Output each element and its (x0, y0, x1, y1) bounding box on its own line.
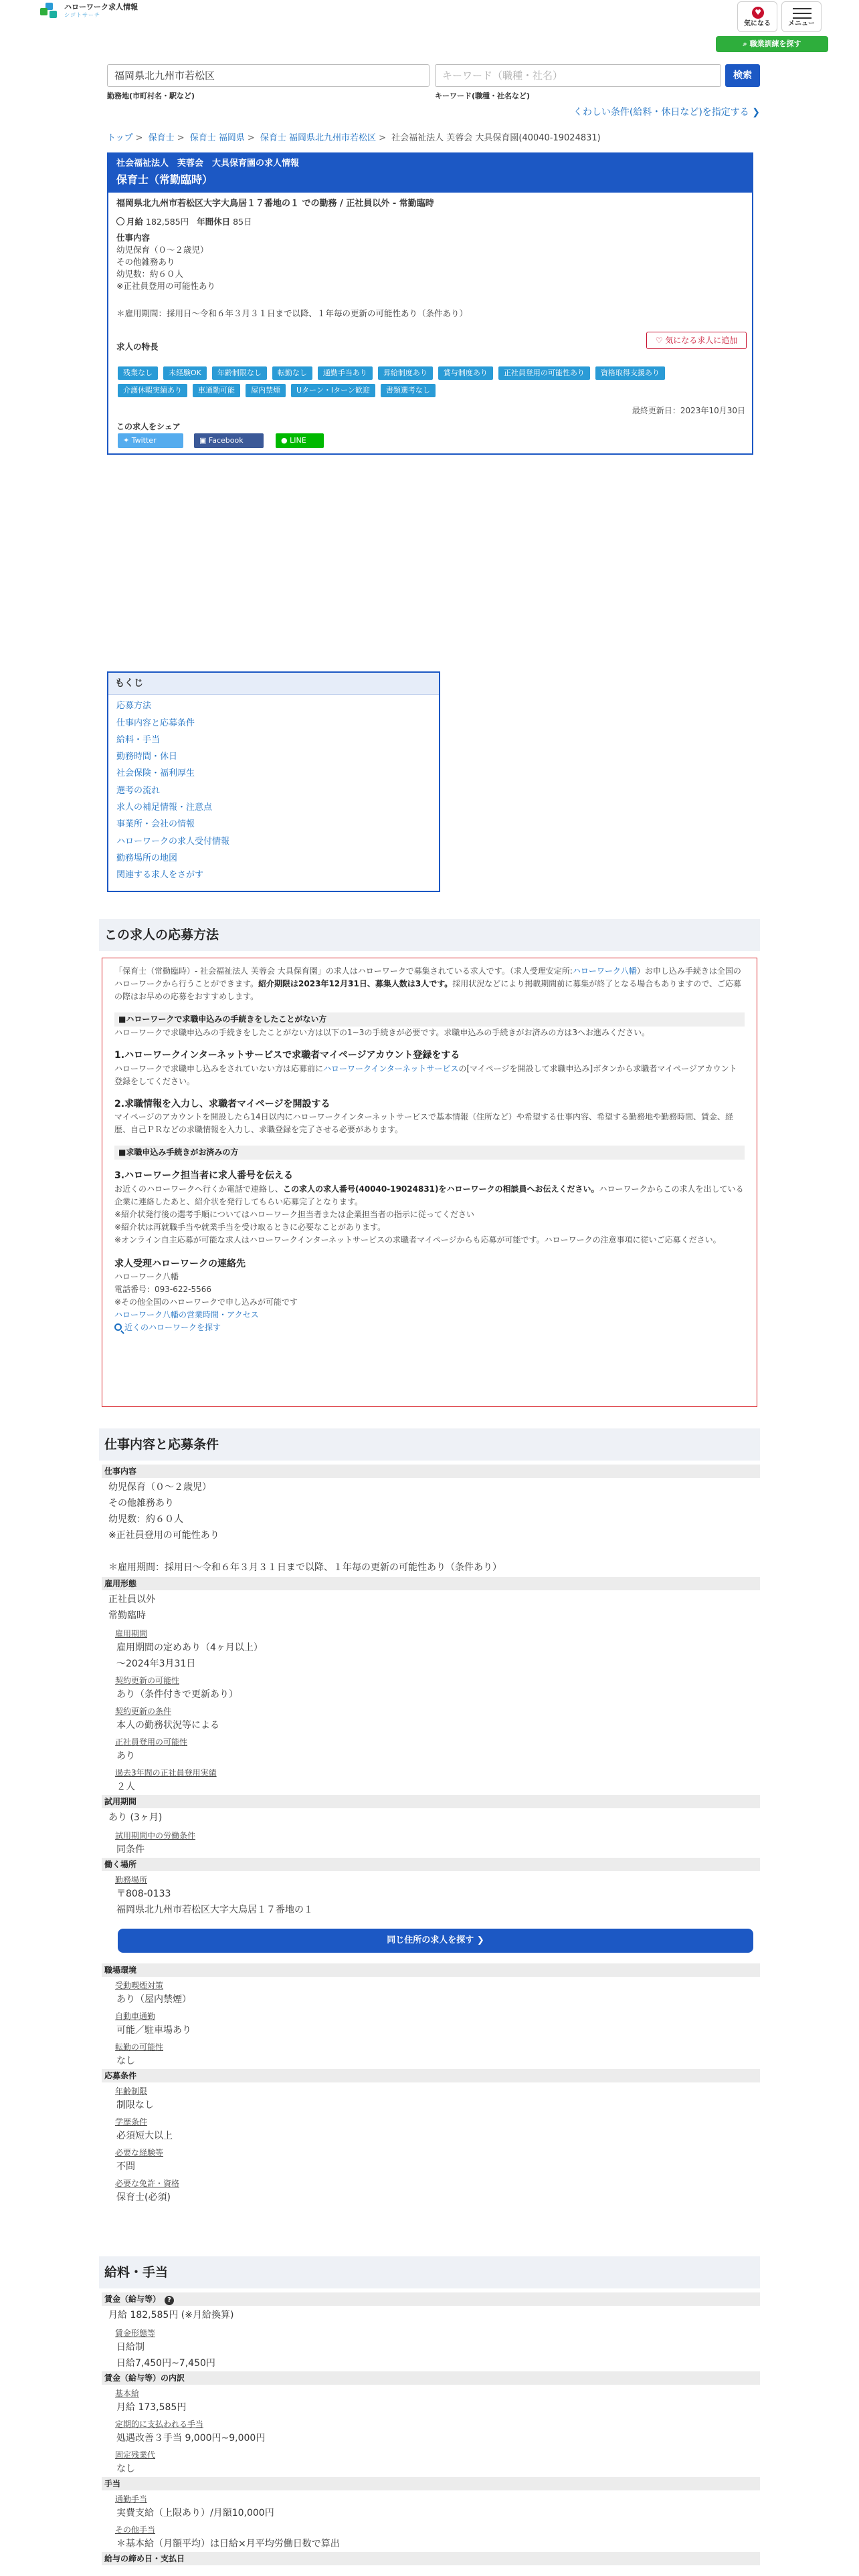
salary-holiday-row (116, 216, 744, 228)
feature-tag[interactable]: 通勤手当あり (318, 366, 373, 380)
keyword-help: キーワード(職種・社名など) (435, 92, 531, 100)
step2-text: マイページのアカウントを開設したら14日以内にハローワークインターネットサービスで基本情報（住所など）や希望する仕事内容、希望する勤務地や勤務時間、賃金、経歴、自己ＰＲなどの求職情報を入力し、求職登録を完了させる必要があります。 (114, 1111, 733, 1134)
conditions-details (102, 1465, 760, 2206)
line-icon: ● (281, 436, 290, 445)
job-title: 保育士（常勤臨時） (116, 173, 213, 186)
hellowork-yahata-link[interactable]: ハローワーク八幡 (572, 966, 637, 976)
share-facebook-label: Facebook (208, 436, 244, 445)
internet-service-link[interactable]: ハローワークインターネットサービス (323, 1063, 459, 1073)
step3-note: ※紹介状発行後の選考手順についてはハローワーク担当者または企業担当者の指示に従ってください (114, 1209, 474, 1219)
share-line-button[interactable] (276, 433, 324, 448)
share-line-label: LINE (290, 436, 306, 445)
location-help: 勤務地(市町村名・駅など) (107, 92, 195, 100)
work-content-value: 幼児保育（０～２歳児） その他雑務あり 幼児数：約６０人 ※正社員登用の可能性あり ＊雇用期間：採用日～令和６年３月３１日まで以降、１年毎の更新の可能性あり（条件あり） (108, 1482, 502, 1573)
salary-details (102, 2292, 760, 2565)
last-updated: 最終更新日：2023年10月30日 (632, 406, 745, 415)
registered-applicant-heading: ■求職申込み手続きがお済みの方 (114, 1146, 745, 1160)
breadcrumb-current: 社会福祉法人 芙蓉会 大具保育園(40040-19024831) (391, 133, 601, 143)
new-applicant-text: ハローワークで求職申込みの手続きをしたことがない方は以下の1~3の手続きが必要です。求職申込みの手続きがお済みの方は3へお進みください。 (114, 1028, 650, 1038)
toc-item[interactable]: 関連する求人をさがす (116, 870, 204, 881)
search-button[interactable]: 検索 (725, 64, 760, 87)
site-header (0, 0, 859, 60)
detailed-conditions-label: くわしい条件(給料・休日など)を指定する (573, 107, 749, 118)
environment-subitems: 受動喫煙対策 あり（屋内禁煙） 自動車通勤 可能／駐車場あり 転勤の可能性 なし (115, 1981, 191, 2066)
workplace-subitems: 勤務場所 〒808-0133 福岡県北九州市若松区大字大鳥居１７番地の１ (115, 1875, 313, 1915)
allowance-subitems: 通勤手当 実費支給（上限あり）/月額10,000円 その他手当 ＊基本給（月額平均）は日給×月平均労働日数で算出 (115, 2494, 340, 2549)
feature-tag[interactable]: 正社員登用の可能性あり (498, 366, 590, 380)
feature-tag[interactable]: 年齢制限なし (212, 366, 267, 380)
apply-method-box (102, 958, 757, 1407)
toc-item[interactable]: ハローワークの求人受付情報 (116, 836, 230, 847)
search-icon (114, 1323, 122, 1331)
table-of-contents (107, 671, 440, 892)
feature-tag[interactable]: 昇給制度あり (378, 366, 433, 380)
conditions-section-heading: 仕事内容と応募条件 (99, 1428, 760, 1461)
workplace-heading: 働く場所 (102, 1858, 760, 1871)
contact-heading: 求人受理ハローワークの連絡先 (114, 1258, 246, 1269)
employment-type-value: 正社員以外 常勤臨時 (108, 1594, 155, 1621)
toc-item[interactable]: 応募方法 (116, 701, 152, 712)
toc-item[interactable]: 社会保険・福利厚生 (116, 768, 195, 779)
employment-note: ＊雇用期間：採用日～令和６年３月３１日まで以降、１年毎の更新の可能性あり（条件あり） (116, 308, 468, 318)
toc-title: もくじ (108, 673, 439, 695)
same-address-jobs-button[interactable] (118, 1929, 753, 1953)
same-address-jobs-label: 同じ住所の求人を探す (387, 1935, 474, 1945)
contact-note: ※その他全国のハローワークで申し込みが可能です (114, 1297, 298, 1307)
step1-heading: 1.ハローワークインターネットサービスで求職者マイページアカウント登録をする (114, 1050, 460, 1061)
feature-tag[interactable]: 車通勤可能 (193, 384, 240, 397)
requirements-heading: 応募条件 (102, 2069, 760, 2082)
heart-icon: ♥ (752, 7, 764, 19)
apply-section-heading: この求人の応募方法 (99, 919, 760, 951)
add-to-favorites-button[interactable] (646, 332, 747, 349)
employment-subitems: 雇用期間 雇用期間の定めあり（4ヶ月以上） ～2024年3月31日 契約更新の可能性 あり（条件付きで更新あり） 契約更新の条件 本人の勤務状況等による 正社員登用の可能性 あり 過去3年間の正社員登用実績 ２人 (115, 1629, 263, 1792)
wage-value: 月給 182,585円 (※月給換算) (108, 2310, 234, 2321)
new-applicant-heading: ■ハローワークで求職申込みの手続きをしたことがない方 (114, 1012, 745, 1027)
salary-section-heading: 給料・手当 (99, 2256, 760, 2288)
feature-tag[interactable]: 転勤なし (272, 366, 312, 380)
feature-tag[interactable]: 残業なし (118, 366, 158, 380)
wage-heading: 賃金（給与等） ? (102, 2292, 760, 2306)
detailed-conditions-link[interactable] (542, 106, 760, 119)
requirements-subitems: 年齢制限 制限なし 学歴条件 必須短大以上 必要な経験等 不問 必要な免許・資格 保育士(必須) (115, 2086, 180, 2203)
keyword-input[interactable]: キーワード（職種・社名） (435, 64, 721, 87)
feature-tag[interactable]: 賞与制度あり (438, 366, 493, 380)
pay-date-heading: 給与の締め日・支払日 (102, 2552, 760, 2565)
toc-item[interactable]: 求人の補足情報・注意点 (116, 802, 213, 813)
trial-subitems: 試用期間中の労働条件 同条件 (115, 1831, 196, 1855)
logo-icon (40, 3, 60, 20)
wage-subitems: 賃金形態等 日給制 日給7,450円~7,450円 (115, 2329, 215, 2369)
find-nearby-hellowork-link[interactable]: 近くのハローワークを探す (114, 1323, 221, 1332)
job-location-line: 福岡県北九州市若松区大字大鳥居１７番地の１ での勤務 / 正社員以外 - 常勤臨時 (116, 199, 434, 209)
feature-tag[interactable]: 資格取得支援あり (595, 366, 665, 380)
step2-heading: 2.求職情報を入力し、求職者マイページを開設する (114, 1098, 330, 1109)
wage-breakdown-heading: 賃金（給与等）の内訳 (102, 2371, 760, 2385)
job-card-header (108, 154, 752, 193)
site-title: ハローワーク求人情報 (64, 3, 138, 11)
site-logo[interactable] (40, 3, 138, 20)
toc-item[interactable]: 勤務場所の地図 (116, 853, 178, 863)
location-input[interactable]: 福岡県北九州市若松区 (107, 64, 430, 87)
employment-type-heading: 雇用形態 (102, 1577, 760, 1590)
step1-text: ハローワークで求職申し込みをされていない方は応募前にハローワークインターネットサービスの[マイページを開設して求職申込み]ボタンから求職者マイページアカウント登録をしてください。 (114, 1063, 737, 1086)
heart-outline-icon: ♡ (655, 336, 663, 345)
salary-label: 月給 (126, 216, 144, 227)
work-line: 幼児保育（０～２歳児） (116, 245, 209, 255)
feature-tag[interactable]: 介護休暇実績あり (118, 384, 187, 397)
feature-tag[interactable]: Uターン・Iターン歓迎 (291, 384, 375, 397)
work-content-label: 仕事内容 (116, 232, 151, 243)
step3-heading: 3.ハローワーク担当者に求人番号を伝える (114, 1170, 294, 1182)
toc-item[interactable]: 勤務時間・休日 (116, 752, 178, 762)
menu-button[interactable] (781, 1, 822, 32)
features-label: 求人の特長 (116, 341, 159, 352)
share-facebook-button[interactable] (194, 433, 264, 448)
favorites-label: 気になる (744, 19, 771, 27)
share-label: この求人をシェア (116, 422, 181, 431)
chevron-right-icon: ❯ (476, 1935, 484, 1945)
trial-period-heading: 試用期間 (102, 1795, 760, 1808)
company-name: 社会福祉法人 芙蓉会 大具保育園の求人情報 (116, 158, 300, 169)
work-line: 幼児数：約６０人 (116, 269, 184, 280)
contact-tel: 電話番号：093-622-5566 (114, 1284, 212, 1294)
favorites-button[interactable] (737, 1, 777, 32)
contact-name: ハローワーク八幡 (114, 1271, 179, 1281)
feature-tag[interactable]: 屋内禁煙 (246, 384, 286, 397)
feature-tags (118, 366, 733, 397)
toc-item[interactable]: 選考の流れ (116, 785, 161, 796)
menu-label: メニュー (788, 19, 815, 27)
chevron-right-icon: ❯ (752, 107, 760, 118)
facebook-icon: ▣ (199, 436, 209, 445)
question-icon[interactable]: ? (165, 2296, 174, 2305)
holiday-label: 年間休日 (197, 216, 231, 227)
trial-period-value: あり (3ヶ月) (108, 1812, 163, 1823)
breadcrumb-prefecture[interactable]: 保育士 福岡県 (189, 133, 245, 143)
work-line: ※正社員登用の可能性あり (116, 281, 215, 292)
breadcrumb-occupation[interactable]: 保育士 (148, 133, 175, 143)
share-twitter-button[interactable] (118, 433, 183, 448)
step3-text: お近くのハローワークへ行くか電話で連絡し、この求人の求人番号(40040-19024831)をハローワークの相談員へお伝えください。ハローワークからこの求人を出している企業に連絡したあと、紹介状を発行してもらい応募完了となります。 (114, 1184, 744, 1206)
breadcrumb-city[interactable]: 保育士 福岡県北九州市若松区 (260, 133, 377, 143)
work-content-heading: 仕事内容 (102, 1465, 760, 1478)
job-summary-card (107, 152, 753, 455)
clock-icon (116, 217, 124, 225)
add-to-favorites-label: 気になる求人に追加 (665, 336, 738, 345)
training-label: 職業訓練を探す (749, 39, 801, 48)
toc-item[interactable]: 仕事内容と応募条件 (116, 718, 195, 728)
search-icon: ⌕ (743, 39, 750, 48)
breakdown-subitems: 基本給 月給 173,585円 定期的に支払われる手当 処遇改善３手当 9,000円~9,000円 固定残業代 なし (115, 2389, 266, 2474)
feature-tag[interactable]: 未経験OK (163, 366, 207, 380)
office-hours-link[interactable]: ハローワーク八幡の営業時間・アクセス (114, 1309, 259, 1319)
twitter-icon: ✦ (123, 436, 132, 445)
salary-value: 182,585円 (146, 216, 189, 227)
share-twitter-label: Twitter (131, 436, 157, 445)
holiday-value: 85日 (233, 216, 252, 227)
feature-tag[interactable]: 書類選考なし (381, 384, 436, 397)
toc-item[interactable]: 給料・手当 (116, 734, 161, 745)
step3-note: ※紹介状は再就職手当や就業手当を受け取るときに必要なことがあります。 (114, 1222, 386, 1232)
training-search-button[interactable] (716, 36, 828, 52)
site-subtitle: シゴトサーチ (64, 12, 100, 18)
allowance-heading: 手当 (102, 2477, 760, 2490)
breadcrumb: トップ > 保育士 > 保育士 福岡県 > 保育士 福岡県北九州市若松区 > 社会福祉法人 芙蓉会 大具保育園(40040-19024831) (107, 133, 601, 143)
work-line: その他雑務あり (116, 257, 175, 267)
apply-intro: 「保育士（常勤臨時）- 社会福祉法人 芙蓉会 大具保育園」の求人はハローワークで募集されている求人です。（求人受理安定所:ハローワーク八幡）お申し込み手続きは全国のハローワークから行うことができます。紹介期限は2023年12月31日、募集人数は3人です。採用状況などにより掲載期間前に募集が終了となる場合もありますので、ご応募の際はお早めの応募をおすすめします。 (114, 966, 742, 1001)
toc-item[interactable]: 事業所・会社の情報 (116, 819, 195, 830)
breadcrumb-top[interactable]: トップ (107, 133, 133, 143)
step3-note: ※オンライン自主応募が可能な求人はハローワークインターネットサービスの求職者マイページからも応募が可能です。ハローワークの注意事項に従いご応募ください。 (114, 1235, 721, 1245)
work-environment-heading: 職場環境 (102, 1963, 760, 1977)
